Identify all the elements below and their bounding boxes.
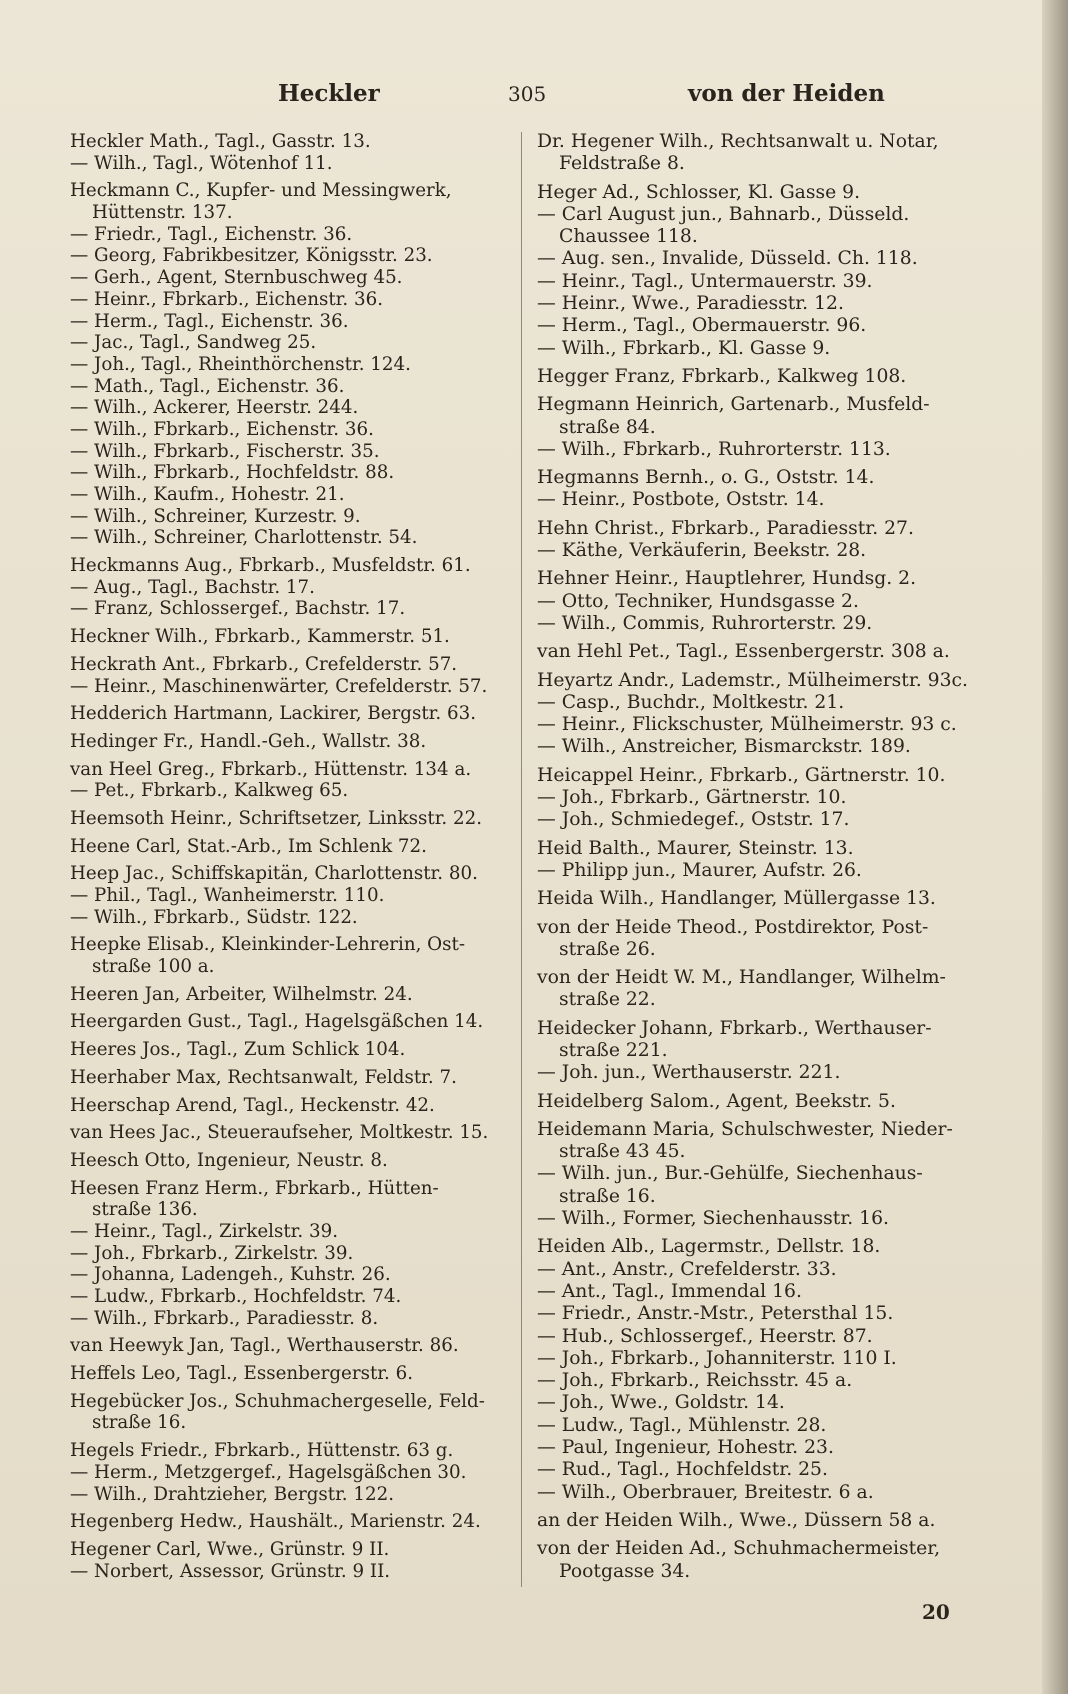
directory-entry-line: — Wilh., Fbrkarb., Ruhrorterstr. 113. [537,438,891,460]
directory-entry-line: — Ant., Tagl., Immendal 16. [537,1280,802,1302]
directory-entry-line: van Hees Jac., Steueraufseher, Moltkestr. 15. [70,1122,489,1144]
directory-entry-line: — Heinr., Tagl., Zirkelstr. 39. [70,1220,339,1242]
directory-entry-line: Heepke Elisab., Kleinkinder-Lehrerin, Ost- [70,934,466,956]
directory-entry-line: — Wilh., Fbrkarb., Fischerstr. 35. [70,440,380,462]
directory-entry-line: Chaussee 118. [559,226,698,248]
directory-entry-line: Feldstraße 8. [559,153,685,175]
directory-entry-line: Heida Wilh., Handlanger, Müllergasse 13. [537,888,936,910]
directory-entry-line: — Joh., Fbrkarb., Zirkelstr. 39. [70,1242,354,1264]
directory-entry-line: straße 16. [92,1412,187,1434]
directory-entry-line: straße 22. [559,989,656,1011]
directory-entry-line: — Joh., Tagl., Rheinthörchenstr. 124. [70,353,411,375]
header-left-keyword: Heckler [278,80,380,107]
directory-entry-line: Heergarden Gust., Tagl., Hagelsgäßchen 14. [70,1011,484,1033]
directory-entry-line: — Hub., Schlossergef., Heerstr. 87. [537,1325,873,1347]
directory-entry-line: Heep Jac., Schiffskapitän, Charlottenstr. 80. [70,863,478,885]
directory-entry-line: — Heinr., Fbrkarb., Eichenstr. 36. [70,288,384,310]
directory-entry-line: Hüttenstr. 137. [92,202,233,224]
directory-entry-line: — Joh., Schmiedegef., Oststr. 17. [537,809,850,831]
directory-entry-line: — Johanna, Ladengeh., Kuhstr. 26. [70,1264,391,1286]
directory-entry-line: — Norbert, Assessor, Grünstr. 9 II. [70,1560,391,1582]
directory-entry-line: — Heinr., Wwe., Paradiesstr. 12. [537,293,844,315]
directory-entry-line: — Wilh., Former, Siechenhausstr. 16. [537,1208,889,1230]
directory-entry-line: Heerhaber Max, Rechtsanwalt, Feldstr. 7. [70,1066,457,1088]
directory-entry-line: Hegebücker Jos., Schuhmachergeselle, Feld- [70,1390,485,1412]
directory-entry-line: — Georg, Fabrikbesitzer, Königsstr. 23. [70,245,433,267]
directory-entry-line: — Wilh., Schreiner, Kurzestr. 9. [70,505,361,527]
directory-entry-line: — Wilh., Commis, Ruhrorterstr. 29. [537,612,873,634]
directory-entry-line: — Wilh., Schreiner, Charlottenstr. 54. [70,527,418,549]
directory-entry-line: an der Heiden Wilh., Wwe., Düssern 58 a. [537,1509,936,1531]
directory-entry-line: — Heinr., Maschinenwärter, Crefelderstr. 57. [70,675,488,697]
right-column [537,131,977,1583]
directory-entry-line: Hehn Christ., Fbrkarb., Paradiesstr. 27. [537,517,914,539]
directory-entry-line: van Heel Greg., Fbrkarb., Hüttenstr. 134 a. [70,758,472,780]
directory-entry-line: Heckmann C., Kupfer- und Messingwerk, [70,180,452,202]
directory-entry-line: Hedinger Fr., Handl.-Geh., Wallstr. 38. [70,730,427,752]
directory-entry-line: Hegmanns Bernh., o. G., Oststr. 14. [537,467,875,489]
directory-entry-line: Heidelberg Salom., Agent, Beekstr. 5. [537,1090,896,1112]
directory-entry-line: — Wilh., Fbrkarb., Paradiesstr. 8. [70,1307,379,1329]
directory-entry-line: — Joh., Fbrkarb., Reichsstr. 45 a. [537,1370,853,1392]
directory-entry-line: Heerschap Arend, Tagl., Heckenstr. 42. [70,1094,435,1116]
directory-entry-line: — Jac., Tagl., Sandweg 25. [70,332,317,354]
signature-mark: 20 [922,1600,950,1624]
directory-entry-line: Heckrath Ant., Fbrkarb., Crefelderstr. 57. [70,653,458,675]
directory-entry-line: — Philipp jun., Maurer, Aufstr. 26. [537,859,862,881]
directory-entry-line: Heckmanns Aug., Fbrkarb., Musfeldstr. 61. [70,555,471,577]
directory-entry-line: — Paul, Ingenieur, Hohestr. 23. [537,1437,834,1459]
directory-entry-line: Dr. Hegener Wilh., Rechtsanwalt u. Notar, [537,131,939,152]
directory-entry-line: van Heewyk Jan, Tagl., Werthauserstr. 86. [70,1335,459,1357]
directory-entry-line: Heger Ad., Schlosser, Kl. Gasse 9. [537,181,861,203]
directory-entry-line: — Joh. jun., Werthauserstr. 221. [537,1062,841,1084]
directory-entry-line: Hedderich Hartmann, Lackirer, Bergstr. 63. [70,703,476,725]
directory-entry-line: — Aug. sen., Invalide, Düsseld. Ch. 118. [537,248,918,270]
directory-entry-line: Heidemann Maria, Schulschwester, Nieder- [537,1118,953,1140]
left-column [70,131,510,1582]
directory-entry-line: Heesen Franz Herm., Fbrkarb., Hütten- [70,1177,439,1199]
directory-entry-line: van Hehl Pet., Tagl., Essenbergerstr. 308 a. [537,641,950,663]
directory-entry-line: Heeren Jan, Arbeiter, Wilhelmstr. 24. [70,983,413,1005]
directory-entry-line: straße 100 a. [92,956,215,978]
directory-entry-line: von der Heidt W. M., Handlanger, Wilhelm- [537,967,946,989]
directory-entry-line: — Wilh., Fbrkarb., Südstr. 122. [70,906,358,928]
directory-entry-line: — Wilh., Fbrkarb., Kl. Gasse 9. [537,337,831,359]
directory-entry-line: straße 26. [559,938,656,960]
directory-entry-line: — Friedr., Anstr.-Mstr., Petersthal 15. [537,1303,894,1325]
directory-entry-line: — Herm., Tagl., Eichenstr. 36. [70,310,349,332]
directory-entry-line: straße 43 45. [559,1141,686,1163]
directory-entry-line: straße 16. [559,1185,656,1207]
directory-entry-line: Heidecker Johann, Fbrkarb., Werthauser- [537,1017,932,1039]
directory-entry-line: — Gerh., Agent, Sternbuschweg 45. [70,267,403,289]
directory-entry-line: — Wilh., Oberbrauer, Breitestr. 6 a. [537,1481,874,1503]
directory-entry-line: — Herm., Tagl., Obermauerstr. 96. [537,315,867,337]
directory-entry-line: — Heinr., Postbote, Oststr. 14. [537,489,825,511]
directory-entry-line: Heene Carl, Stat.-Arb., Im Schlenk 72. [70,835,427,857]
directory-entry-line: — Heinr., Tagl., Untermauerstr. 39. [537,270,873,292]
directory-entry-line: Hegels Friedr., Fbrkarb., Hüttenstr. 63 g. [70,1440,454,1462]
directory-entry-line: — Math., Tagl., Eichenstr. 36. [70,375,345,397]
directory-entry-line: Heicappel Heinr., Fbrkarb., Gärtnerstr. 10. [537,764,946,786]
directory-entry-line: — Joh., Fbrkarb., Johanniterstr. 110 I. [537,1347,897,1369]
directory-entry-line: Heckner Wilh., Fbrkarb., Kammerstr. 51. [70,626,450,648]
directory-entry-line: — Ludw., Tagl., Mühlenstr. 28. [537,1414,827,1436]
directory-entry-line: — Otto, Techniker, Hundsgasse 2. [537,590,859,612]
directory-entry-line: straße 221. [559,1039,668,1061]
directory-entry-line: straße 84. [559,416,656,438]
directory-entry-line: Heffels Leo, Tagl., Essenbergerstr. 6. [70,1363,414,1385]
directory-entry-line: Hegener Carl, Wwe., Grünstr. 9 II. [70,1538,390,1560]
directory-entry-line: — Ludw., Fbrkarb., Hochfeldstr. 74. [70,1286,402,1307]
directory-entry-line: — Casp., Buchdr., Moltkestr. 21. [537,691,845,713]
directory-entry-line: Heckler Math., Tagl., Gasstr. 13. [70,131,371,152]
directory-entry-line: — Joh., Wwe., Goldstr. 14. [537,1392,785,1414]
directory-entry-line: — Wilh., Drahtzieher, Bergstr. 122. [70,1483,395,1505]
directory-entry-line: von der Heiden Ad., Schuhmachermeister, [537,1538,941,1560]
directory-entry-line: — Franz, Schlossergef., Bachstr. 17. [70,598,406,620]
directory-entry-line: Heyartz Andr., Lademstr., Mülheimerstr. 93c. [537,669,968,691]
directory-entry-line: Heemsoth Heinr., Schriftsetzer, Linksstr. 22. [70,807,483,829]
directory-entry-line: — Phil., Tagl., Wanheimerstr. 110. [70,885,385,906]
directory-entry-line: — Carl August jun., Bahnarb., Düsseld. [537,203,910,225]
directory-entry-line: Hegmann Heinrich, Gartenarb., Musfeld- [537,394,930,416]
directory-entry-line: Heesch Otto, Ingenieur, Neustr. 8. [70,1149,388,1171]
directory-entry-line: — Friedr., Tagl., Eichenstr. 36. [70,223,353,245]
directory-entry-line: Heid Balth., Maurer, Steinstr. 13. [537,837,854,859]
directory-entry-line: Hegenberg Hedw., Haushält., Marienstr. 24. [70,1511,481,1533]
directory-entry-line: — Wilh., Anstreicher, Bismarckstr. 189. [537,736,911,758]
header-right-keyword: von der Heiden [688,80,885,107]
page-header [0,74,1068,114]
directory-entry-line: Hehner Heinr., Hauptlehrer, Hundsg. 2. [537,568,917,590]
directory-entry-line: Hegger Franz, Fbrkarb., Kalkweg 108. [537,365,907,387]
directory-entry-line: — Wilh., Fbrkarb., Eichenstr. 36. [70,418,374,440]
directory-entry-line: — Wilh., Kaufm., Hohestr. 21. [70,484,345,505]
directory-entry-line: von der Heide Theod., Postdirektor, Post- [537,916,929,938]
directory-entry-line: — Herm., Metzgergef., Hagelsgäßchen 30. [70,1461,467,1483]
directory-entry-line: — Wilh., Tagl., Wötenhof 11. [70,152,333,174]
directory-entry-line: Heeres Jos., Tagl., Zum Schlick 104. [70,1039,406,1061]
page-edge-shadow [1042,0,1068,1694]
directory-entry-line: — Wilh. jun., Bur.-Gehülfe, Siechenhaus- [537,1163,923,1185]
directory-entry-line: — Pet., Fbrkarb., Kalkweg 65. [70,780,349,802]
directory-entry-line: — Joh., Fbrkarb., Gärtnerstr. 10. [537,787,847,809]
directory-entry-line: — Wilh., Fbrkarb., Hochfeldstr. 88. [70,462,395,484]
directory-entry-line: Heiden Alb., Lagermstr., Dellstr. 18. [537,1236,881,1258]
directory-entry-line: — Ant., Anstr., Crefelderstr. 33. [537,1258,837,1280]
directory-entry-line: straße 136. [92,1199,198,1221]
column-divider [521,132,522,1587]
directory-entry-line: — Aug., Tagl., Bachstr. 17. [70,576,315,598]
directory-entry-line: — Käthe, Verkäuferin, Beekstr. 28. [537,540,867,562]
page-number: 305 [508,82,547,106]
directory-entry-line: Pootgasse 34. [559,1560,691,1582]
directory-entry-line: — Wilh., Ackerer, Heerstr. 244. [70,397,359,419]
directory-entry-line: — Heinr., Flickschuster, Mülheimerstr. 93 c. [537,714,957,736]
directory-entry-line: — Rud., Tagl., Hochfeldstr. 25. [537,1459,828,1481]
